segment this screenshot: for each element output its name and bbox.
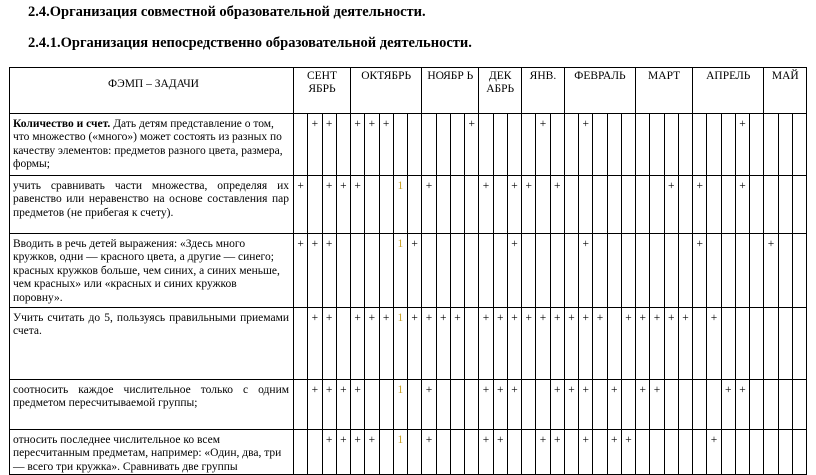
mark-cell	[678, 114, 692, 176]
mark-cell	[721, 176, 735, 234]
mark-cell	[593, 380, 607, 430]
mark-cell: +	[322, 430, 336, 475]
mark-cell	[764, 380, 778, 430]
mark-cell: +	[664, 176, 678, 234]
mark-cell	[294, 308, 308, 380]
mark-cell: +	[336, 380, 350, 430]
mark-cell	[450, 114, 464, 176]
mark-cell: +	[579, 430, 593, 475]
mark-cell	[792, 234, 806, 308]
mark-cell	[792, 308, 806, 380]
mark-cell	[365, 234, 379, 308]
table-header-row	[10, 68, 807, 114]
mark-cell	[465, 234, 479, 308]
mark-cell	[522, 380, 536, 430]
mark-cell: +	[607, 380, 621, 430]
mark-cell	[636, 114, 650, 176]
month-header: АПРЕЛЬ	[693, 68, 764, 114]
mark-cell	[621, 114, 635, 176]
mark-cell: 1	[393, 308, 407, 380]
mark-cell: +	[564, 308, 578, 380]
mark-cell	[365, 176, 379, 234]
mark-cell	[522, 234, 536, 308]
mark-cell	[764, 308, 778, 380]
mark-cell: +	[308, 380, 322, 430]
mark-cell: +	[493, 380, 507, 430]
mark-cell: +	[579, 114, 593, 176]
mark-cell: +	[636, 380, 650, 430]
month-header: ОКТЯБРЬ	[351, 68, 422, 114]
mark-cell	[750, 234, 764, 308]
mark-cell	[650, 114, 664, 176]
mark-cell	[493, 234, 507, 308]
mark-cell	[792, 380, 806, 430]
month-header: ЯНВ.	[522, 68, 565, 114]
task-column-header: ФЭМП – ЗАДАЧИ	[10, 68, 294, 114]
month-header: МАЙ	[764, 68, 807, 114]
mark-cell	[550, 114, 564, 176]
mark-cell	[650, 234, 664, 308]
month-header: НОЯБР Ь	[422, 68, 479, 114]
task-text: Учить считать до 5, пользуясь правильными приемами счета.	[13, 312, 289, 338]
mark-cell	[636, 430, 650, 475]
mark-cell	[707, 114, 721, 176]
mark-cell	[564, 234, 578, 308]
mark-cell: 1	[393, 176, 407, 234]
mark-cell	[336, 114, 350, 176]
task-cell	[10, 380, 294, 430]
mark-cell: +	[322, 380, 336, 430]
mark-cell: +	[436, 308, 450, 380]
mark-cell	[408, 114, 422, 176]
mark-cell: +	[351, 430, 365, 475]
mark-cell	[294, 430, 308, 475]
mark-cell: 1	[393, 234, 407, 308]
mark-cell: +	[322, 176, 336, 234]
mark-cell	[621, 380, 635, 430]
mark-cell	[564, 114, 578, 176]
mark-cell	[607, 308, 621, 380]
mark-cell	[678, 430, 692, 475]
mark-cell	[593, 176, 607, 234]
mark-cell: +	[593, 308, 607, 380]
mark-cell	[778, 430, 792, 475]
mark-cell: +	[365, 114, 379, 176]
mark-cell: +	[365, 430, 379, 475]
task-text: Дать детям представление о том, что множество («много») может состоять из разных по качеству элементов: предметов разного цвета, размера, формы;	[13, 118, 283, 171]
mark-cell: +	[721, 380, 735, 430]
mark-cell	[607, 176, 621, 234]
mark-cell: +	[408, 234, 422, 308]
mark-cell	[650, 176, 664, 234]
mark-cell: +	[607, 430, 621, 475]
mark-cell: +	[764, 234, 778, 308]
mark-cell: +	[564, 380, 578, 430]
mark-cell: +	[507, 380, 521, 430]
mark-cell: +	[322, 114, 336, 176]
mark-cell: +	[579, 234, 593, 308]
mark-cell: +	[536, 114, 550, 176]
task-cell	[10, 234, 294, 308]
mark-cell: +	[479, 176, 493, 234]
mark-cell	[750, 430, 764, 475]
table-row	[10, 430, 807, 475]
mark-cell	[778, 308, 792, 380]
mark-cell	[465, 380, 479, 430]
mark-cell	[693, 380, 707, 430]
mark-cell: +	[507, 234, 521, 308]
mark-cell	[465, 308, 479, 380]
mark-cell: +	[650, 308, 664, 380]
table-row	[10, 234, 807, 308]
mark-cell	[507, 430, 521, 475]
mark-cell: +	[693, 234, 707, 308]
mark-cell	[436, 234, 450, 308]
mark-cell	[693, 114, 707, 176]
task-cell	[10, 430, 294, 475]
mark-cell	[493, 176, 507, 234]
mark-cell	[422, 114, 436, 176]
mark-cell: +	[664, 308, 678, 380]
mark-cell: +	[550, 308, 564, 380]
mark-cell	[792, 430, 806, 475]
mark-cell	[436, 430, 450, 475]
mark-cell	[379, 176, 393, 234]
mark-cell: +	[579, 308, 593, 380]
mark-cell	[678, 176, 692, 234]
mark-cell	[778, 234, 792, 308]
mark-cell	[336, 308, 350, 380]
table-row	[10, 114, 807, 176]
mark-cell: +	[379, 114, 393, 176]
mark-cell	[750, 380, 764, 430]
mark-cell	[408, 176, 422, 234]
mark-cell: +	[735, 380, 749, 430]
mark-cell: +	[579, 380, 593, 430]
mark-cell	[764, 114, 778, 176]
mark-cell	[479, 114, 493, 176]
mark-cell: +	[479, 308, 493, 380]
mark-cell	[308, 176, 322, 234]
mark-cell: +	[550, 176, 564, 234]
mark-cell: +	[522, 176, 536, 234]
task-cell	[10, 114, 294, 176]
mark-cell	[607, 234, 621, 308]
mark-cell	[693, 430, 707, 475]
mark-cell	[436, 176, 450, 234]
mark-cell: +	[351, 308, 365, 380]
mark-cell: +	[351, 114, 365, 176]
mark-cell	[593, 114, 607, 176]
mark-cell: +	[294, 234, 308, 308]
mark-cell	[408, 430, 422, 475]
mark-cell	[678, 380, 692, 430]
mark-cell	[621, 176, 635, 234]
mark-cell	[750, 114, 764, 176]
task-text: Вводить в речь детей выражения: «Здесь много кружков, одни — красного цвета, а другие — синего; красных кружков больше, чем синих, а синих меньше, чем красных» или «красных и синих кружков поровну».	[13, 238, 280, 304]
mark-cell: +	[621, 308, 635, 380]
mark-cell	[721, 430, 735, 475]
mark-cell	[379, 430, 393, 475]
mark-cell	[507, 114, 521, 176]
mark-cell	[436, 380, 450, 430]
mark-cell	[351, 234, 365, 308]
mark-cell	[764, 430, 778, 475]
mark-cell	[379, 234, 393, 308]
mark-cell	[422, 234, 436, 308]
mark-cell	[778, 114, 792, 176]
mark-cell	[550, 234, 564, 308]
mark-cell	[294, 380, 308, 430]
mark-cell: +	[550, 380, 564, 430]
mark-cell	[564, 176, 578, 234]
task-text: учить сравнивать части множества, определяя их равенство или неравенство на основе составления пар предметов (не прибегая к счету).	[13, 180, 289, 219]
mark-cell: +	[365, 308, 379, 380]
mark-cell	[778, 176, 792, 234]
mark-cell	[636, 234, 650, 308]
mark-cell	[522, 114, 536, 176]
mark-cell: +	[536, 430, 550, 475]
table-row	[10, 176, 807, 234]
mark-cell	[564, 430, 578, 475]
mark-cell	[750, 176, 764, 234]
mark-cell: +	[408, 308, 422, 380]
mark-cell: +	[735, 176, 749, 234]
mark-cell	[707, 176, 721, 234]
mark-cell: +	[294, 176, 308, 234]
mark-cell	[522, 430, 536, 475]
mark-cell	[707, 380, 721, 430]
mark-cell: +	[308, 234, 322, 308]
mark-cell: +	[336, 176, 350, 234]
mark-cell	[650, 430, 664, 475]
mark-cell	[479, 234, 493, 308]
mark-cell	[693, 308, 707, 380]
mark-cell: +	[322, 234, 336, 308]
mark-cell	[593, 234, 607, 308]
mark-cell: +	[351, 176, 365, 234]
mark-cell: +	[479, 430, 493, 475]
mark-cell: +	[422, 380, 436, 430]
mark-cell	[764, 176, 778, 234]
mark-cell	[450, 176, 464, 234]
task-topic: Количество и счет.	[13, 118, 111, 130]
mark-cell: +	[422, 308, 436, 380]
mark-cell	[536, 234, 550, 308]
mark-cell: +	[336, 430, 350, 475]
mark-cell: +	[493, 308, 507, 380]
mark-cell	[735, 308, 749, 380]
mark-cell: +	[707, 308, 721, 380]
mark-cell	[636, 176, 650, 234]
mark-cell	[379, 380, 393, 430]
mark-cell: +	[735, 114, 749, 176]
mark-cell	[792, 114, 806, 176]
mark-cell	[308, 430, 322, 475]
mark-cell	[735, 234, 749, 308]
mark-cell	[365, 380, 379, 430]
mark-cell: +	[322, 308, 336, 380]
mark-cell	[436, 114, 450, 176]
mark-cell: +	[308, 114, 322, 176]
mark-cell	[393, 114, 407, 176]
mark-cell: +	[450, 308, 464, 380]
mark-cell: +	[522, 308, 536, 380]
mark-cell: +	[693, 176, 707, 234]
mark-cell	[721, 308, 735, 380]
mark-cell: 1	[393, 380, 407, 430]
month-header: СЕНТ ЯБРЬ	[294, 68, 351, 114]
subsection-heading: 2.4.1.Организация непосредственно образовательной деятельности.	[28, 35, 472, 51]
task-cell	[10, 176, 294, 234]
month-header: ДЕК АБРЬ	[479, 68, 522, 114]
mark-cell: +	[422, 176, 436, 234]
mark-cell	[664, 114, 678, 176]
table-row	[10, 308, 807, 380]
mark-cell	[593, 430, 607, 475]
section-heading: 2.4.Организация совместной образовательной деятельности.	[28, 4, 426, 20]
mark-cell	[408, 380, 422, 430]
mark-cell	[621, 234, 635, 308]
mark-cell: +	[621, 430, 635, 475]
mark-cell	[792, 176, 806, 234]
mark-cell	[664, 234, 678, 308]
mark-cell: +	[536, 308, 550, 380]
mark-cell	[778, 380, 792, 430]
mark-cell	[450, 380, 464, 430]
mark-cell	[721, 114, 735, 176]
mark-cell: +	[636, 308, 650, 380]
mark-cell: +	[308, 308, 322, 380]
mark-cell	[707, 234, 721, 308]
mark-cell	[450, 234, 464, 308]
mark-cell: 1	[393, 430, 407, 475]
mark-cell	[493, 114, 507, 176]
mark-cell	[678, 234, 692, 308]
mark-cell	[465, 176, 479, 234]
mark-cell: +	[507, 308, 521, 380]
table-row	[10, 380, 807, 430]
month-header: МАРТ	[636, 68, 693, 114]
mark-cell: +	[479, 380, 493, 430]
mark-cell	[579, 176, 593, 234]
mark-cell: +	[550, 430, 564, 475]
mark-cell: +	[422, 430, 436, 475]
mark-cell: +	[493, 430, 507, 475]
mark-cell	[536, 380, 550, 430]
month-header: ФЕВРАЛЬ	[564, 68, 635, 114]
mark-cell: +	[465, 114, 479, 176]
mark-cell: +	[507, 176, 521, 234]
mark-cell: +	[351, 380, 365, 430]
mark-cell	[735, 430, 749, 475]
mark-cell: +	[650, 380, 664, 430]
mark-cell: +	[379, 308, 393, 380]
mark-cell	[465, 430, 479, 475]
mark-cell	[750, 308, 764, 380]
mark-cell: +	[707, 430, 721, 475]
fmp-plan-table	[9, 67, 807, 475]
mark-cell	[450, 430, 464, 475]
mark-cell	[721, 234, 735, 308]
mark-cell	[664, 430, 678, 475]
mark-cell	[336, 234, 350, 308]
task-cell	[10, 308, 294, 380]
task-text: относить последнее числительное ко всем пересчитанным предметам, например: «Один, два, три — всего три кружка». Сравнивать две группы	[13, 434, 282, 473]
mark-cell	[294, 114, 308, 176]
mark-cell: +	[678, 308, 692, 380]
mark-cell	[536, 176, 550, 234]
mark-cell	[664, 380, 678, 430]
mark-cell	[607, 114, 621, 176]
task-text: соотносить каждое числительное только с одним предметом пересчитываемой группы;	[13, 384, 289, 410]
